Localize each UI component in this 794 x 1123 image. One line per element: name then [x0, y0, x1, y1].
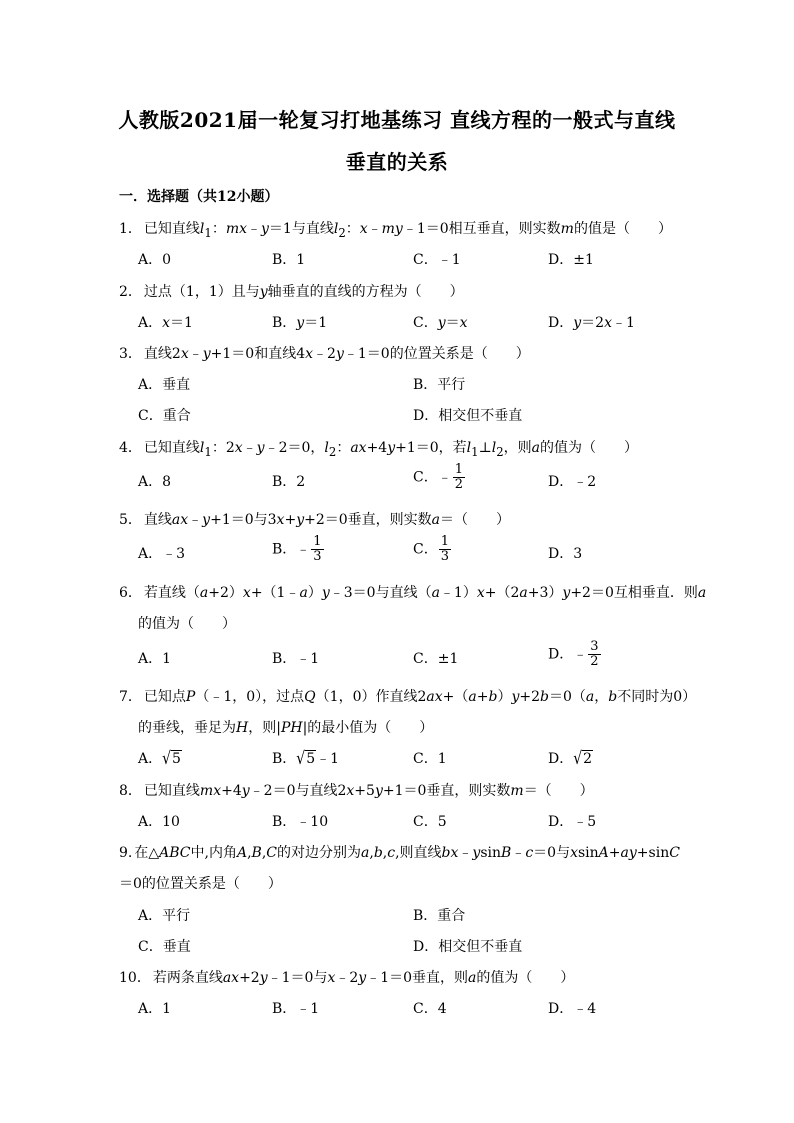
- option-d: D．3: [548, 546, 583, 562]
- question-9-continuation: ＝0的位置关系是（ ）: [119, 876, 282, 892]
- question-6-continuation: 的值为（ ）: [138, 616, 236, 632]
- option-a: A．垂直: [138, 377, 191, 393]
- option-a: A．√5: [138, 749, 181, 769]
- option-b: B．﹣ $\frac{1}{3}$: [272, 534, 322, 564]
- question-number: 6．: [119, 585, 142, 601]
- question-number: 9.: [119, 845, 133, 861]
- question-text: 已知点P（﹣1，0），过点Q（1，0）作直线2ax+（a+b）y+2b＝0（a，b不同时为0）: [143, 689, 697, 705]
- option-b: B．﹣1: [272, 1001, 320, 1017]
- option-c: C．﹣1: [413, 252, 461, 268]
- option-b: B．1: [272, 252, 306, 268]
- question-number: 7．: [119, 689, 142, 705]
- question-number: 3．: [119, 346, 142, 362]
- option-d: D．y＝2x﹣1: [548, 315, 635, 331]
- option-b: B．重合: [413, 908, 466, 924]
- question-9: [119, 842, 680, 862]
- option-a: A．平行: [138, 908, 191, 924]
- question-6: [119, 582, 706, 602]
- question-text: 已知直线$l_1$：2x﹣y﹣2＝0，$l_2$：ax+4y+1＝0，若$l_1\perp l_2$，则a的值为（ ）: [143, 440, 639, 459]
- question-1: [119, 218, 672, 240]
- option-c: C．4: [413, 1001, 447, 1017]
- option-b: B．平行: [413, 377, 466, 393]
- question-number: 2．: [119, 284, 142, 300]
- question-3: [119, 343, 530, 363]
- option-c: C．y＝x: [413, 315, 468, 331]
- option-c: C．垂直: [138, 939, 191, 955]
- option-d: D．﹣4: [548, 1001, 597, 1017]
- option-a: A．x＝1: [138, 315, 193, 331]
- option-d: D．﹣5: [548, 814, 597, 830]
- option-b: B．2: [272, 474, 306, 490]
- question-number: 5．: [119, 512, 142, 528]
- question-text: 已知直线mx+4y﹣2＝0与直线2x+5y+1＝0垂直，则实数m＝（ ）: [143, 783, 594, 799]
- question-4: [119, 437, 638, 459]
- question-5: [119, 509, 510, 529]
- document-title-line1: 人教版2021届一轮复习打地基练习 直线方程的一般式与直线: [118, 108, 676, 132]
- option-c: C．5: [413, 814, 447, 830]
- option-b: B．√5﹣1: [272, 749, 340, 769]
- option-b: B．﹣1: [272, 651, 320, 667]
- option-b: B．y＝1: [272, 315, 328, 331]
- option-c: C．±1: [413, 651, 459, 667]
- question-number: 1．: [119, 221, 142, 237]
- option-d: D．﹣2: [548, 474, 597, 490]
- question-text: 若两条直线ax+2y﹣1＝0与x﹣2y﹣1＝0垂直，则a的值为（ ）: [152, 970, 575, 986]
- question-7: [119, 686, 696, 706]
- document-title-line2: 垂直的关系: [345, 150, 449, 174]
- option-c: C．﹣ $\frac{1}{2}$: [413, 462, 463, 492]
- option-c: C．1: [413, 751, 447, 767]
- question-text: 若直线（a+2）x+（1﹣a）y﹣3＝0与直线（a﹣1）x+（2a+3）y+2＝0互相垂直．则a: [143, 585, 707, 601]
- question-text: 过点（1，1）且与y轴垂直的直线的方程为（ ）: [143, 284, 464, 300]
- option-a: A．0: [138, 252, 172, 268]
- question-number: 8．: [119, 783, 142, 799]
- option-d: D．±1: [548, 252, 594, 268]
- question-8: [119, 780, 594, 800]
- question-text: 在△ABC中,内角A,B,C的对边分别为a,b,c,则直线bx﹣ysinB﹣c＝0与xsinA+ay+sinC: [134, 845, 680, 861]
- option-a: A．10: [138, 814, 180, 830]
- option-d: D．相交但不垂直: [413, 939, 523, 955]
- question-7-continuation: 的垂线，垂足为H，则|PH|的最小值为（ ）: [138, 720, 434, 736]
- section-heading: 一．选择题（共12小题）: [119, 189, 279, 205]
- option-b: B．﹣10: [272, 814, 329, 830]
- question-text: 直线2x﹣y+1＝0和直线4x﹣2y﹣1＝0的位置关系是（ ）: [143, 346, 530, 362]
- question-10: [119, 967, 574, 987]
- option-a: A．1: [138, 651, 172, 667]
- option-c: C． $\frac{1}{3}$: [413, 534, 449, 564]
- option-a: A．1: [138, 1001, 172, 1017]
- question-number: 10．: [119, 970, 151, 986]
- question-text: 直线ax﹣y+1＝0与3x+y+2＝0垂直，则实数a＝（ ）: [143, 512, 511, 528]
- option-a: A．﹣3: [138, 546, 186, 562]
- question-text: 已知直线$l_1$：mx﹣y＝1与直线$l_2$：x﹣my﹣1＝0相互垂直，则实数m的值是（ ）: [143, 221, 672, 240]
- option-a: A．8: [138, 474, 172, 490]
- question-2: [119, 281, 464, 301]
- option-d: D．√2: [548, 749, 593, 769]
- option-d: D．﹣ $\frac{3}{2}$: [548, 639, 599, 669]
- question-number: 4．: [119, 440, 142, 456]
- option-d: D．相交但不垂直: [413, 408, 523, 424]
- option-c: C．重合: [138, 408, 191, 424]
